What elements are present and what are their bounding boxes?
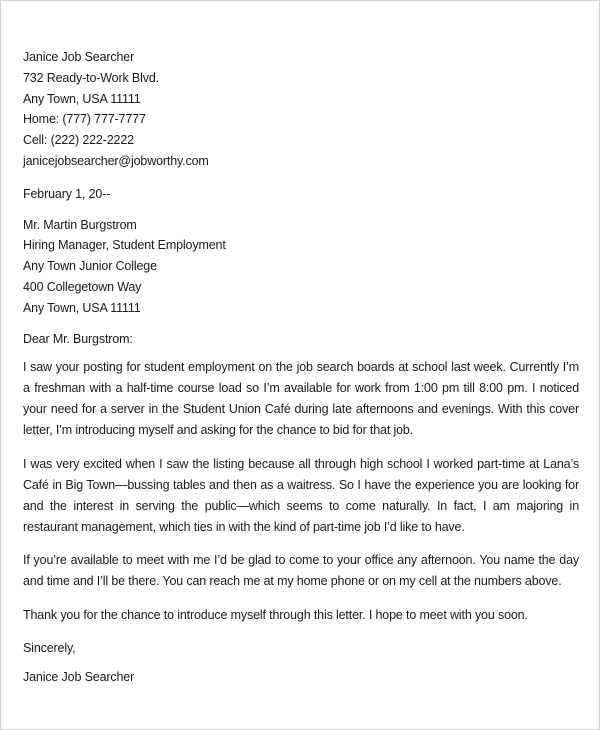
recipient-title: Hiring Manager, Student Employment	[23, 238, 226, 253]
letter-date: February 1, 20--	[23, 186, 111, 201]
closing: Sincerely,	[23, 641, 76, 656]
sender-street: 732 Ready-to-Work Blvd.	[23, 70, 159, 85]
sender-city: Any Town, USA 11111	[23, 91, 141, 106]
recipient-organization: Any Town Junior College	[23, 259, 157, 274]
recipient-street: 400 Collegetown Way	[23, 279, 142, 294]
sender-home-phone: Home: (777) 777-7777	[23, 112, 146, 127]
signature-name: Janice Job Searcher	[23, 670, 135, 685]
salutation: Dear Mr. Burgstrom:	[23, 331, 133, 346]
recipient-name: Mr. Martin Burgstrom	[23, 217, 137, 232]
sender-cell-phone: Cell: (222) 222-2222	[23, 133, 134, 148]
salutation-block	[23, 329, 579, 350]
body-paragraph-4: Thank you for the chance to introduce myself through this letter. I hope to meet with you soon.	[23, 607, 528, 622]
recipient-city: Any Town, USA 11111	[23, 300, 141, 315]
sender-name: Janice Job Searcher	[23, 50, 135, 64]
date-block	[23, 184, 579, 205]
body-paragraph-1: I saw your posting for student employment on the job search boards at school last week. Currently I’m a freshman with a half-time course load so I’m available for work from 1:00 pm till 8:00 pm. I noticed your need for a server in the Student Union Café during late afternoons and evenings. With this cover letter, I’m introducing myself and asking for the chance to bid for that job.	[23, 360, 579, 438]
recipient-address-block	[23, 215, 579, 319]
sender-email: janicejobsearcher@jobworthy.com	[23, 153, 209, 168]
closing-block	[23, 638, 579, 659]
cover-letter	[23, 47, 579, 688]
sender-address-block	[23, 47, 579, 172]
body-paragraph-3: If you’re available to meet with me I’d be glad to come to your office any afternoon. You name the day and time and I’ll be there. You can reach me at my home phone or on my cell at the numbers above.	[23, 553, 579, 589]
signature-block	[23, 667, 579, 688]
body-paragraph-2: I was very excited when I saw the listing because all through high school I worked part-time at Lana’s Café in Big Town—bussing tables and then as a waitress. So I have the experience you are looking for and the interest in serving the public—which seems to come naturally. In fact, I am majoring in restaurant management, which ties in with the kind of part-time job I’d like to have.	[23, 456, 579, 534]
